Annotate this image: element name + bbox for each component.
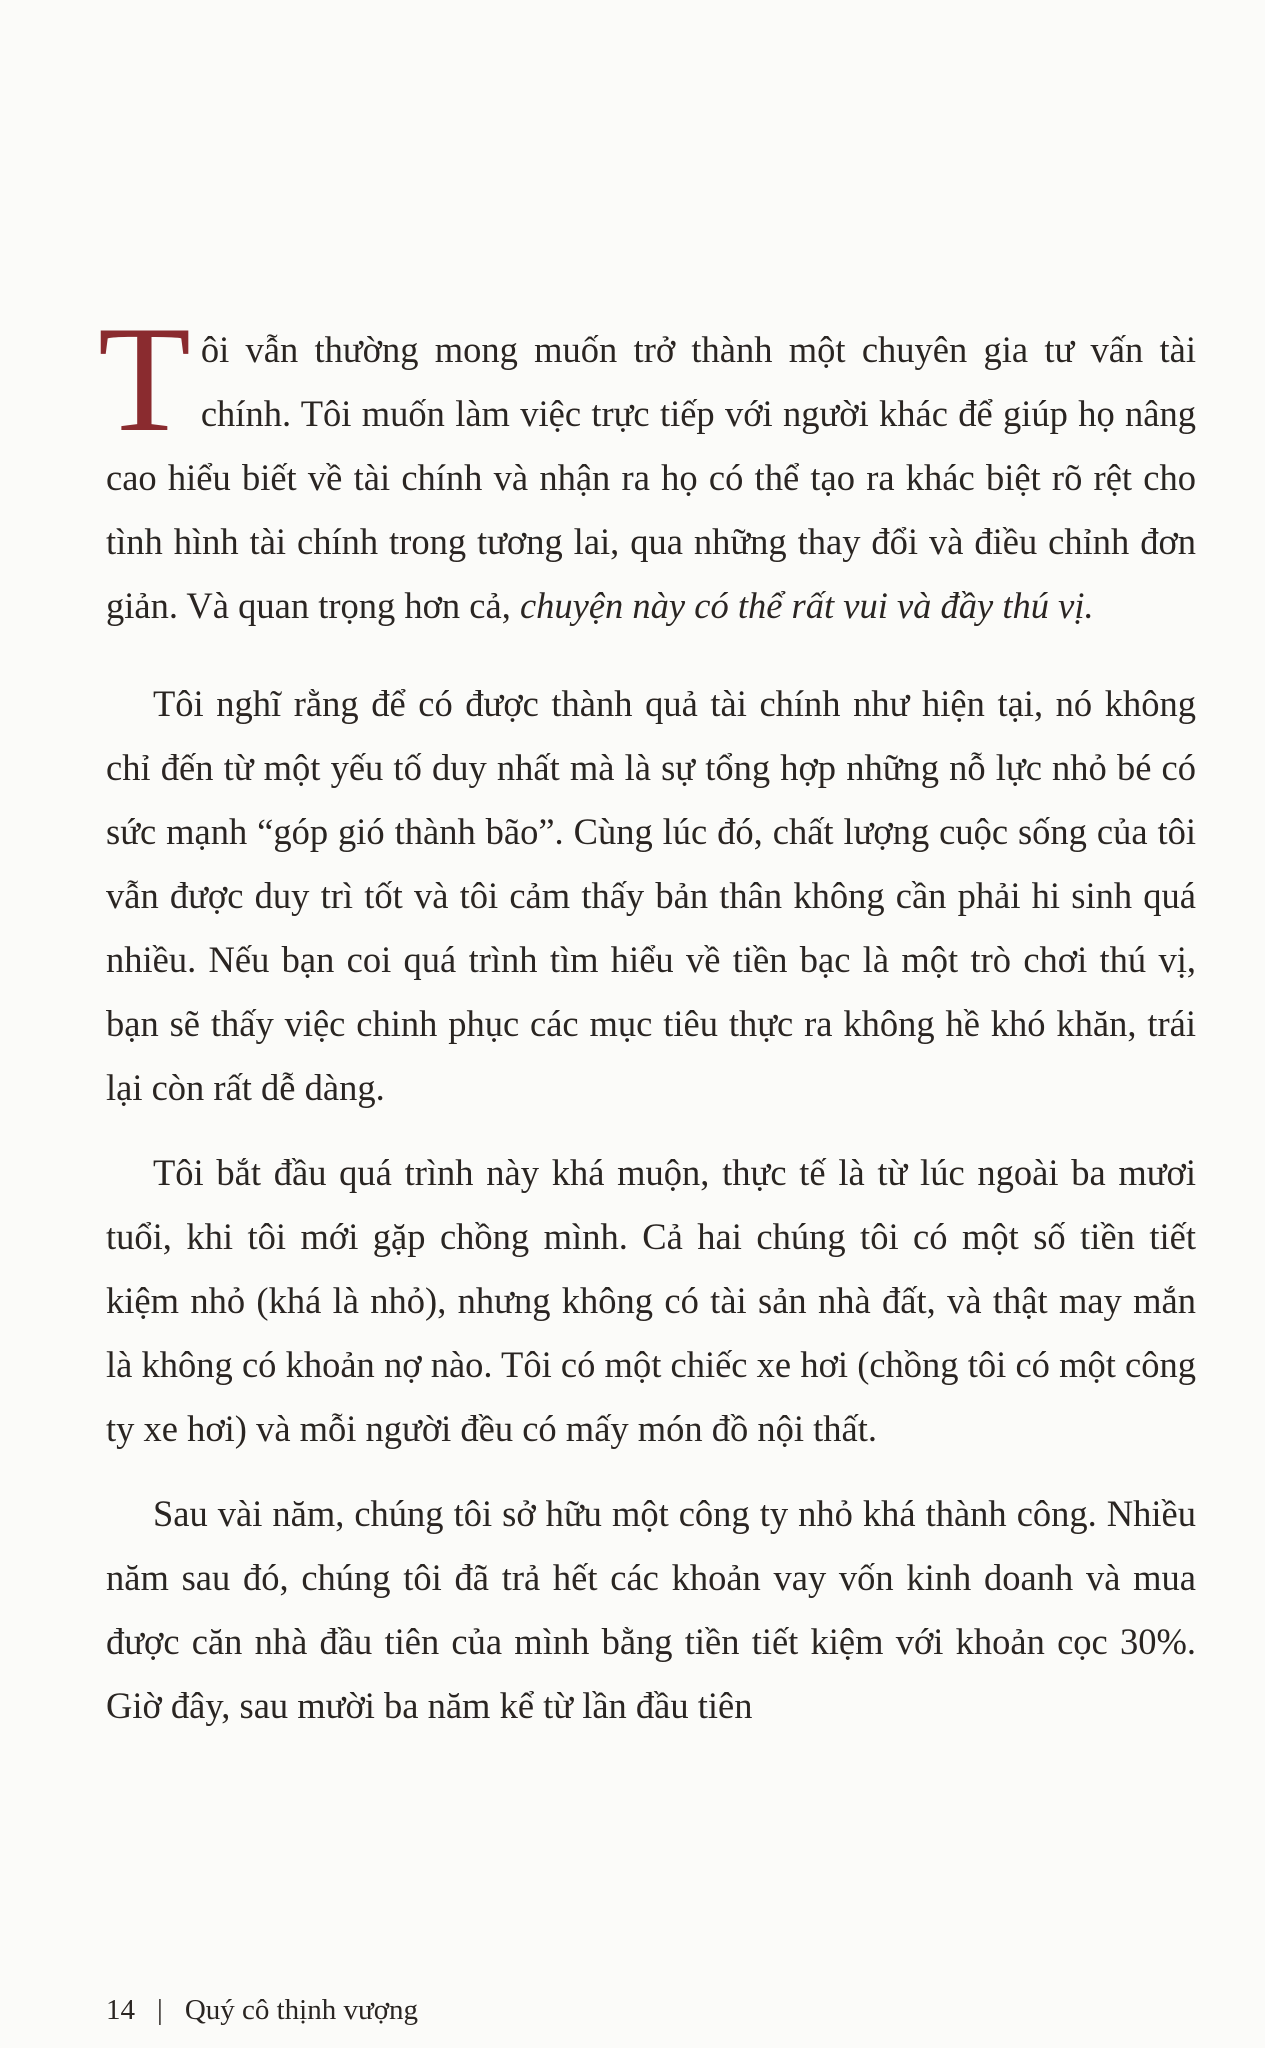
footer-separator: | — [157, 1994, 163, 2026]
paragraph-2: Tôi nghĩ rằng để có được thành quả tài chính như hiện tại, nó không chỉ đến từ một yếu tố duy nhất mà là sự tổng hợp những nỗ lực nhỏ bé có sức mạnh “góp gió thành bão”. Cùng lúc đó, chất lượng cuộc sống của tôi vẫn được duy trì tốt và tôi cảm thấy bản thân không cần phải hi sinh quá nhiều. Nếu bạn coi quá trình tìm hiểu về tiền bạc là một trò chơi thú vị, bạn sẽ thấy việc chinh phục các mục tiêu thực ra không hề khó khăn, trái lại còn rất dễ dàng. — [106, 683, 1196, 1108]
page-footer — [106, 1990, 418, 2030]
paragraph-3: Tôi bắt đầu quá trình này khá muộn, thực tế là từ lúc ngoài ba mươi tuổi, khi tôi mới gặp chồng mình. Cả hai chúng tôi có một số tiền tiết kiệm nhỏ (khá là nhỏ), nhưng không có tài sản nhà đất, và thật may mắn là không có khoản nợ nào. Tôi có một chiếc xe hơi (chồng tôi có một công ty xe hơi) và mỗi người đều có mấy món đồ nội thất. — [106, 1152, 1196, 1449]
page-number: 14 — [106, 1994, 135, 2026]
paragraph-1-italic: chuyện này có thể rất vui và đầy thú vị. — [519, 585, 1094, 626]
paragraph-1 — [98, 295, 1196, 638]
paragraph-1-text: ôi vẫn thường mong muốn trở thành một chuyên gia tư vấn tài chính. Tôi muốn làm việc trực tiếp với người khác để giúp họ nâng cao hiểu biết về tài chính và nhận ra họ có thể tạo ra khác biệt rõ rệt cho tình hình tài chính trong tương lai, qua những thay đổi và điều chỉnh đơn giản. Và quan trọng hơn cả, — [106, 329, 1196, 626]
body-text — [98, 295, 1196, 1759]
paragraph-4: Sau vài năm, chúng tôi sở hữu một công ty nhỏ khá thành công. Nhiều năm sau đó, chúng tôi đã trả hết các khoản vay vốn kinh doanh và mua được căn nhà đầu tiên của mình bằng tiền tiết kiệm với khoản cọc 30%. Giờ đây, sau mười ba năm kể từ lần đầu tiên — [106, 1493, 1196, 1726]
drop-cap: T — [98, 295, 191, 463]
running-title: Quý cô thịnh vượng — [184, 1994, 419, 2026]
